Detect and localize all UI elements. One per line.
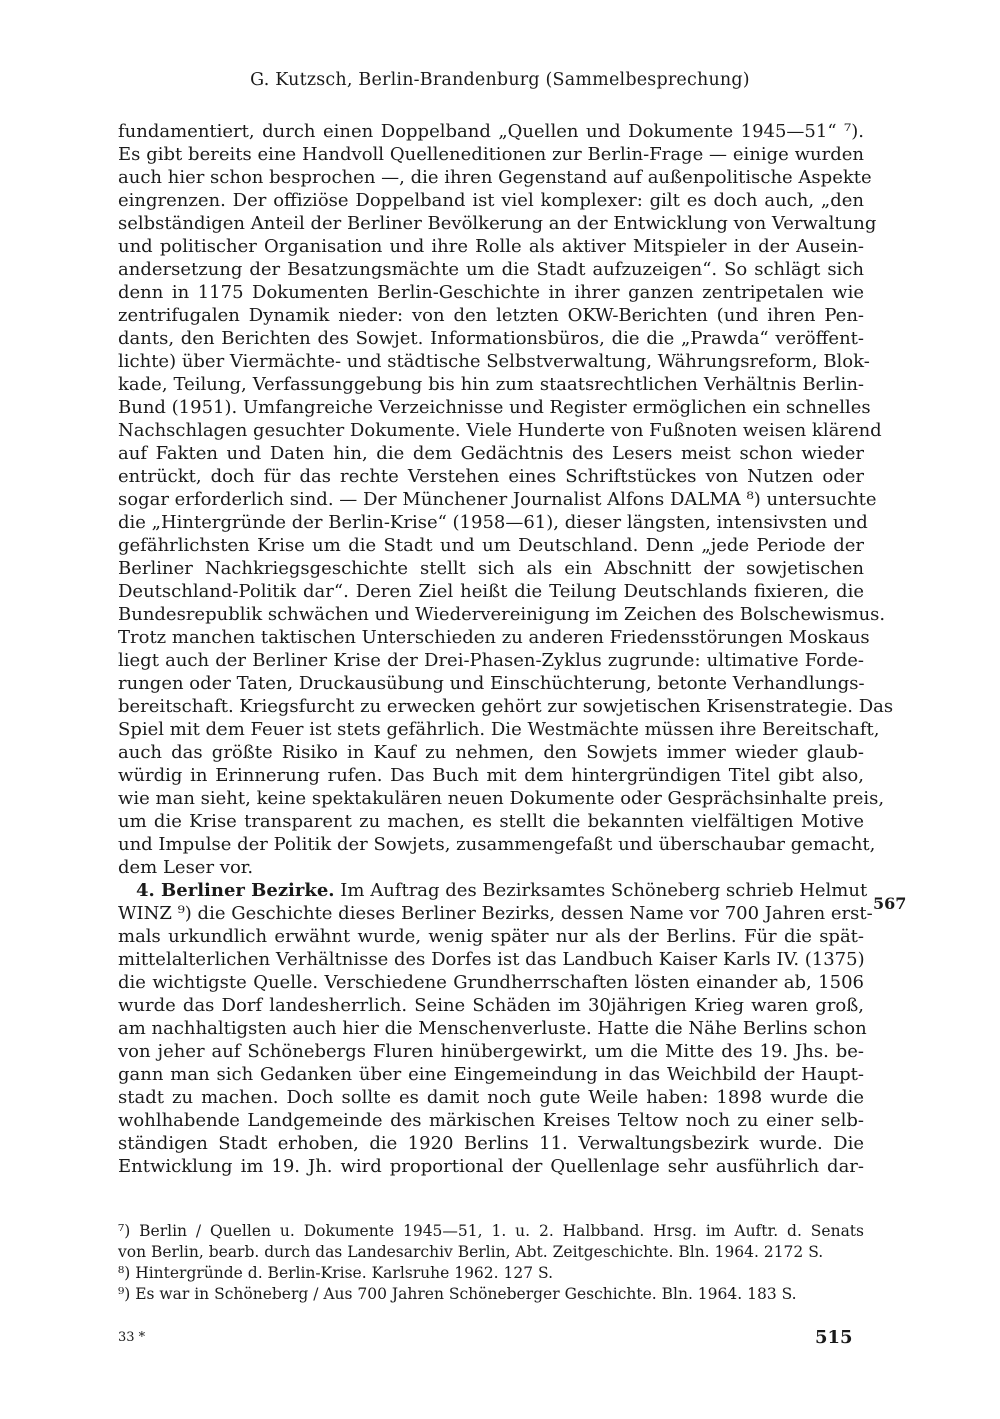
footnote-line: ⁹) Es war in Schöneberg / Aus 700 Jahren Schöneberger Geschichte. Bln. 1964. 183 S. xyxy=(118,1285,797,1303)
signature-mark: 33 * xyxy=(118,1330,146,1345)
text-line: denn in 1175 Dokumenten Berlin-Geschichte in ihrer ganzen zentripetalen wie xyxy=(118,282,864,303)
section-heading: 4. Berliner Bezirke. xyxy=(136,880,335,901)
text-line: gann man sich Gedanken über eine Eingemeindung in das Weichbild der Haupt- xyxy=(118,1064,864,1085)
text-line: Es gibt bereits eine Handvoll Quelleneditionen zur Berlin-Frage — einige wurden xyxy=(118,144,864,165)
text-line: Bund (1951). Umfangreiche Verzeichnisse und Register ermöglichen ein schnelles xyxy=(118,397,871,418)
text-line: gefährlichsten Krise um die Stadt und um Deutschland. Denn „jede Periode der xyxy=(118,535,864,556)
text-line: wohlhabende Landgemeinde des märkischen Kreises Teltow noch zu einer selb- xyxy=(118,1110,864,1131)
text-line: stadt zu machen. Doch sollte es damit noch gute Weile haben: 1898 wurde die xyxy=(118,1087,864,1108)
text-line: liegt auch der Berliner Krise der Drei-Phasen-Zyklus zugrunde: ultimative Forde- xyxy=(118,650,864,671)
text-line: Entwicklung im 19. Jh. wird proportional der Quellenlage sehr ausführlich dar- xyxy=(118,1156,864,1177)
text-line: von jeher auf Schönebergs Fluren hinübergewirkt, um die Mitte des 19. Jhs. be- xyxy=(118,1041,864,1062)
text-line: eingrenzen. Der offiziöse Doppelband ist viel komplexer: gilt es doch auch, „den xyxy=(118,190,864,211)
text-line: rungen oder Taten, Druckausübung und Einschüchterung, betonte Verhandlungs- xyxy=(118,673,865,694)
text-line: dem Leser vor. xyxy=(118,857,254,878)
text-line: Bundesrepublik schwächen und Wiedervereinigung im Zeichen des Bolschewismus. xyxy=(118,604,886,625)
text-line: selbständigen Anteil der Berliner Bevölkerung an der Entwicklung von Verwaltung xyxy=(118,213,877,234)
text-line: auf Fakten und Daten hin, die dem Gedächtnis des Lesers meist schon wieder xyxy=(118,443,864,464)
page-number: 515 xyxy=(815,1327,853,1348)
text-line: Berliner Nachkriegsgeschichte stellt sich als ein Abschnitt der sowjetischen xyxy=(118,558,864,579)
text-line: mals urkundlich erwähnt wurde, wenig später nur als der Berlins. Für die spät- xyxy=(118,926,864,947)
margin-number: 567 xyxy=(873,894,907,913)
running-head: G. Kutzsch, Berlin-Brandenburg (Sammelbesprechung) xyxy=(250,70,750,90)
text-line: wurde das Dorf landesherrlich. Seine Schäden im 30jährigen Krieg waren groß, xyxy=(118,995,864,1016)
footnote-line: ⁷) Berlin / Quellen u. Dokumente 1945—51, 1. u. 2. Halbband. Hrsg. im Auftr. d. Senats xyxy=(118,1222,864,1240)
text-line: bereitschaft. Kriegsfurcht zu erwecken gehört zur sowjetischen Krisenstrategie. Das xyxy=(118,696,894,717)
footnote-line: von Berlin, bearb. durch das Landesarchiv Berlin, Abt. Zeitgeschichte. Bln. 1964. 2172 S. xyxy=(118,1243,824,1261)
text-line: mittelalterlichen Verhältnisse des Dorfes ist das Landbuch Kaiser Karls IV. (1375) xyxy=(118,949,865,970)
text-line: die „Hintergründe der Berlin-Krise“ (1958—61), dieser längsten, intensivsten und xyxy=(118,512,868,533)
footnote-line: ⁸) Hintergründe d. Berlin-Krise. Karlsruhe 1962. 127 S. xyxy=(118,1264,554,1282)
footnotes xyxy=(118,1221,864,1305)
text-line: und Impulse der Politik der Sowjets, zusammengefaßt und überschaubar gemacht, xyxy=(118,834,876,855)
text-line: Nachschlagen gesuchter Dokumente. Viele Hunderte von Fußnoten weisen klärend xyxy=(118,420,882,441)
text-line: am nachhaltigsten auch hier die Menschenverluste. Hatte die Nähe Berlins schon xyxy=(118,1018,867,1039)
text-line: dants, den Berichten des Sowjet. Informationsbüros, die die „Prawda“ veröffent- xyxy=(118,328,864,349)
text-line: entrückt, doch für das rechte Verstehen eines Schriftstückes von Nutzen oder xyxy=(118,466,864,487)
text-line: lichte) über Viermächte- und städtische Selbstverwaltung, Währungsreform, Blok- xyxy=(118,351,870,372)
section-first-line xyxy=(118,879,868,902)
text-line: ständigen Stadt erhoben, die 1920 Berlins 11. Verwaltungsbezirk wurde. Die xyxy=(118,1133,864,1154)
text-line: kade, Teilung, Verfassunggebung bis hin zum staatsrechtlichen Verhältnis Berlin- xyxy=(118,374,864,395)
text-line: auch hier schon besprochen —, die ihren Gegenstand auf außenpolitische Aspekte xyxy=(118,167,872,188)
text-line: wie man sieht, keine spektakulären neuen Dokumente oder Gesprächsinhalte preis, xyxy=(118,788,885,809)
text-line: sogar erforderlich sind. — Der Münchener Journalist Alfons DALMA ⁸) untersuchte xyxy=(118,489,877,510)
section-first-line-text: Im Auftrag des Bezirksamtes Schöneberg schrieb Helmut xyxy=(334,880,868,901)
text-line: Trotz manchen taktischen Unterschieden zu anderen Friedensstörungen Moskaus xyxy=(118,627,870,648)
text-line: fundamentiert, durch einen Doppelband „Quellen und Dokumente 1945—51“ ⁷). xyxy=(118,121,864,142)
text-line: würdig in Erinnerung rufen. Das Buch mit dem hintergründigen Titel gibt also, xyxy=(118,765,864,786)
text-line: Deutschland-Politik dar“. Deren Ziel heißt die Teilung Deutschlands fixieren, die xyxy=(118,581,864,602)
text-line: auch das größte Risiko in Kauf zu nehmen, den Sowjets immer wieder glaub- xyxy=(118,742,864,763)
text-line: zentrifugalen Dynamik nieder: von den letzten OKW-Berichten (und ihren Pen- xyxy=(118,305,864,326)
text-line: um die Krise transparent zu machen, es stellt die bekannten vielfältigen Motive xyxy=(118,811,864,832)
text-line: die wichtigste Quelle. Verschiedene Grundherrschaften lösten einander ab, 1506 xyxy=(118,972,864,993)
text-line: und politischer Organisation und ihre Rolle als aktiver Mitspieler in der Ausein- xyxy=(118,236,864,257)
text-line: Spiel mit dem Feuer ist stets gefährlich. Die Westmächte müssen ihre Bereitschaft, xyxy=(118,719,880,740)
text-line: andersetzung der Besatzungsmächte um die Stadt aufzuzeigen“. So schlägt sich xyxy=(118,259,864,280)
text-line: WINZ ⁹) die Geschichte dieses Berliner Bezirks, dessen Name vor 700 Jahren erst- xyxy=(118,903,873,924)
